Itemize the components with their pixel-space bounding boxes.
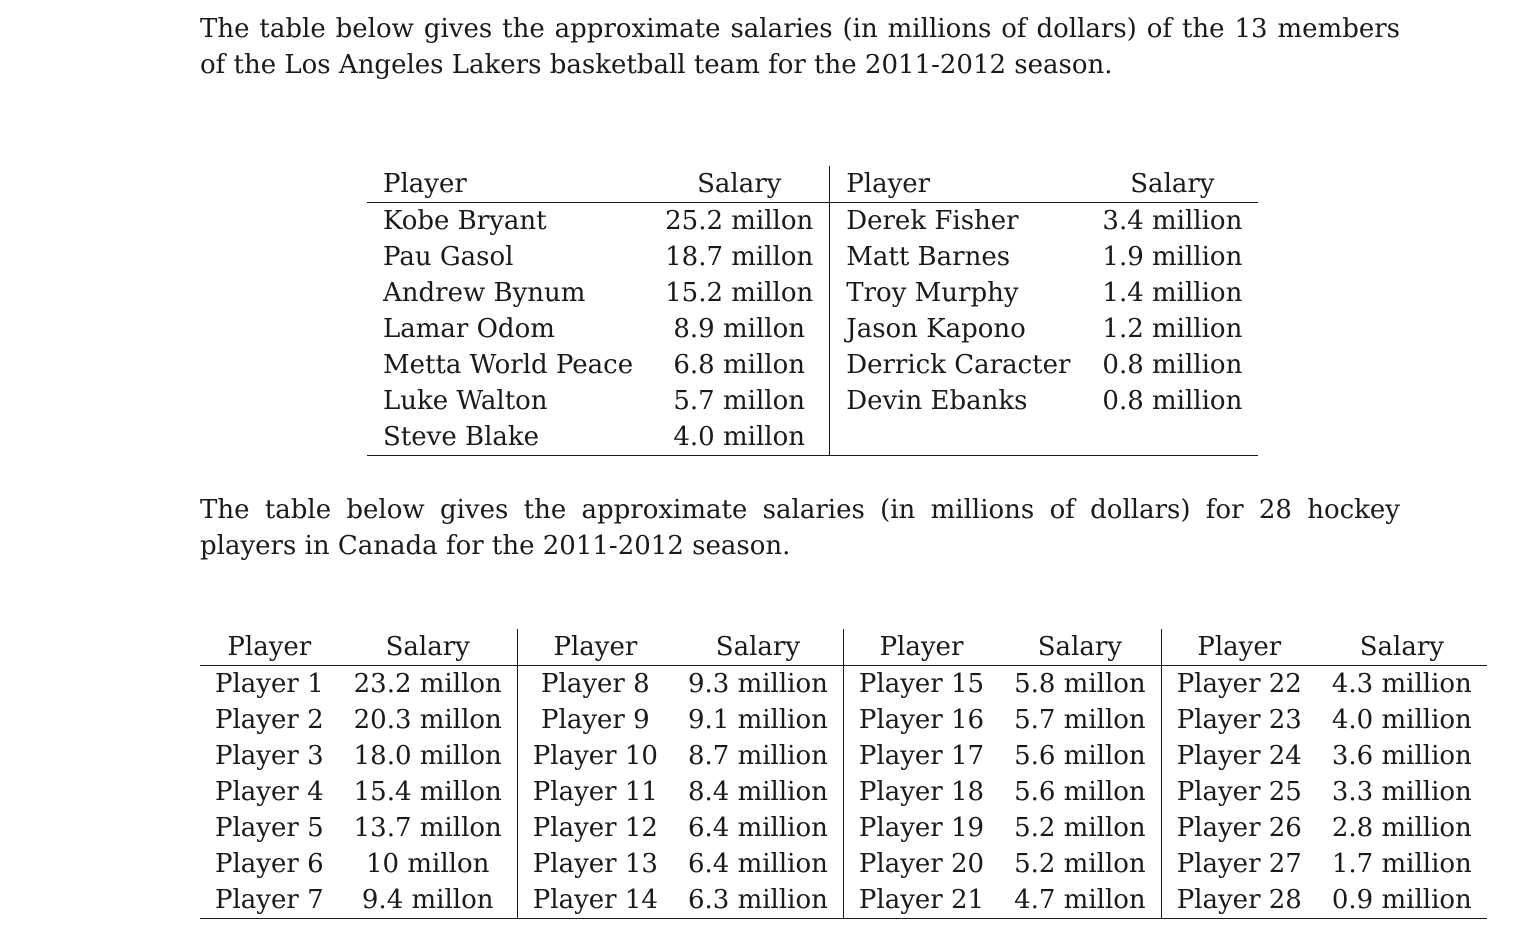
salary-cell: 1.7 million bbox=[1331, 849, 1472, 879]
player-name-cell: Player 27 bbox=[1161, 846, 1317, 882]
table-row bbox=[367, 203, 1258, 240]
player-name-cell: Player 14 bbox=[517, 882, 673, 919]
player-name-cell: Player 21 bbox=[843, 882, 999, 919]
salary-cell: 0.8 million bbox=[1102, 386, 1243, 416]
player-name-cell: Player 11 bbox=[517, 774, 673, 810]
salary-cell: 4.3 million bbox=[1331, 669, 1472, 699]
player-name-cell: Devin Ebanks bbox=[830, 383, 1087, 419]
player-name-cell: Metta World Peace bbox=[383, 350, 634, 380]
table-row bbox=[200, 666, 1487, 703]
salary-cell: 0.8 million bbox=[1102, 350, 1243, 380]
table-row bbox=[200, 702, 1487, 738]
player-name-cell: Player 7 bbox=[200, 882, 339, 919]
player-name-cell: Player 26 bbox=[1161, 810, 1317, 846]
salary-cell: 13.7 millon bbox=[353, 813, 502, 843]
player-name-cell: Player 19 bbox=[843, 810, 999, 846]
player-name-cell: Player 15 bbox=[843, 666, 999, 703]
salary-cell: 3.6 million bbox=[1331, 741, 1472, 771]
salary-cell: 8.7 million bbox=[687, 741, 828, 771]
player-name-cell: Kobe Bryant bbox=[383, 206, 547, 236]
table-row bbox=[367, 347, 1258, 383]
table-row bbox=[367, 275, 1258, 311]
player-name-cell: Player 2 bbox=[215, 705, 324, 735]
player-name-cell: Player 10 bbox=[517, 738, 673, 774]
table-row bbox=[367, 311, 1258, 347]
salary-cell: 8.4 million bbox=[687, 777, 828, 807]
player-name-cell: Player 13 bbox=[517, 846, 673, 882]
player-name-cell: Player 24 bbox=[1161, 738, 1317, 774]
player-name-cell: Jason Kapono bbox=[830, 311, 1087, 347]
salary-cell: 4.0 million bbox=[1331, 705, 1472, 735]
salary-cell: 0.9 million bbox=[1317, 882, 1487, 919]
column-header: Salary bbox=[999, 629, 1161, 666]
table-row bbox=[200, 882, 1487, 919]
player-name-cell: Player 3 bbox=[215, 741, 324, 771]
column-header: Salary bbox=[673, 629, 843, 666]
player-name-cell: Troy Murphy bbox=[830, 275, 1087, 311]
salary-cell: 9.1 million bbox=[687, 705, 828, 735]
player-name-cell: Player 9 bbox=[517, 702, 673, 738]
hockey-intro-paragraph: The table below gives the approximate salaries (in millions of dollars) for 28 hockey players in Canada for the 2011-2012 season. bbox=[200, 495, 1400, 561]
salary-cell: 5.6 millon bbox=[1014, 741, 1146, 771]
player-name-cell: Derek Fisher bbox=[830, 203, 1087, 240]
player-name-cell: Pau Gasol bbox=[383, 242, 514, 272]
salary-cell: 9.3 million bbox=[687, 669, 828, 699]
salary-cell bbox=[1086, 419, 1258, 456]
player-name-cell: Player 6 bbox=[215, 849, 324, 879]
salary-cell: 6.4 million bbox=[687, 849, 828, 879]
column-header: Salary bbox=[339, 629, 518, 666]
salary-cell: 6.3 million bbox=[673, 882, 843, 919]
column-header: Salary bbox=[1317, 629, 1487, 666]
player-name-cell: Steve Blake bbox=[367, 419, 649, 456]
player-name-cell: Player 16 bbox=[843, 702, 999, 738]
salary-cell: 25.2 millon bbox=[665, 206, 814, 236]
column-header: Player bbox=[1161, 629, 1317, 666]
player-name-cell: Player 5 bbox=[215, 813, 324, 843]
player-name-cell: Player 12 bbox=[517, 810, 673, 846]
player-name-cell: Player 18 bbox=[843, 774, 999, 810]
player-name-cell: Player 8 bbox=[517, 666, 673, 703]
salary-cell: 15.4 millon bbox=[353, 777, 502, 807]
column-header: Player bbox=[200, 629, 339, 666]
salary-cell: 6.4 million bbox=[687, 813, 828, 843]
salary-cell: 4.0 millon bbox=[649, 419, 830, 456]
column-header: Player bbox=[830, 166, 1087, 203]
player-name-cell: Derrick Caracter bbox=[830, 347, 1087, 383]
player-name-cell: Player 17 bbox=[843, 738, 999, 774]
table-header-row bbox=[367, 166, 1258, 203]
column-header: Salary bbox=[1086, 166, 1258, 203]
column-header: Player bbox=[843, 629, 999, 666]
player-name-cell: Player 20 bbox=[843, 846, 999, 882]
player-name-cell: Player 23 bbox=[1161, 702, 1317, 738]
column-header: Salary bbox=[649, 166, 830, 203]
salary-cell: 15.2 millon bbox=[665, 278, 814, 308]
player-name-cell: Luke Walton bbox=[383, 386, 548, 416]
player-name-cell: Player 22 bbox=[1161, 666, 1317, 703]
player-name-cell: Andrew Bynum bbox=[383, 278, 586, 308]
salary-cell: 23.2 millon bbox=[353, 669, 502, 699]
salary-cell: 8.9 millon bbox=[673, 314, 805, 344]
table-row bbox=[200, 774, 1487, 810]
salary-cell: 3.3 million bbox=[1331, 777, 1472, 807]
table-row bbox=[367, 239, 1258, 275]
table-header-row bbox=[200, 629, 1487, 666]
lakers-salary-table bbox=[367, 166, 1258, 456]
table-row bbox=[200, 846, 1487, 882]
lakers-intro-paragraph: The table below gives the approximate salaries (in millions of dollars) of the 13 members of the Los Angeles Lakers basketball team for the 2011-2012 season. bbox=[200, 14, 1400, 80]
player-name-cell: Player 1 bbox=[215, 669, 324, 699]
salary-cell: 1.2 million bbox=[1102, 314, 1243, 344]
salary-cell: 5.7 millon bbox=[673, 386, 805, 416]
player-name-cell: Matt Barnes bbox=[830, 239, 1087, 275]
salary-cell: 3.4 million bbox=[1102, 206, 1243, 236]
player-name-cell: Player 28 bbox=[1161, 882, 1317, 919]
column-header: Player bbox=[367, 166, 649, 203]
hockey-salary-table bbox=[200, 629, 1487, 919]
salary-cell: 2.8 million bbox=[1331, 813, 1472, 843]
salary-cell: 5.2 millon bbox=[1014, 813, 1146, 843]
player-name-cell bbox=[830, 419, 1087, 456]
salary-cell: 1.9 million bbox=[1102, 242, 1243, 272]
table-row bbox=[367, 419, 1258, 456]
table-row bbox=[200, 810, 1487, 846]
salary-cell: 6.8 millon bbox=[673, 350, 805, 380]
player-name-cell: Player 4 bbox=[215, 777, 324, 807]
salary-cell: 1.4 million bbox=[1102, 278, 1243, 308]
column-header: Player bbox=[517, 629, 673, 666]
salary-cell: 5.8 millon bbox=[1014, 669, 1146, 699]
salary-cell: 18.0 millon bbox=[353, 741, 502, 771]
salary-cell: 10 millon bbox=[366, 849, 490, 879]
salary-cell: 5.7 millon bbox=[1014, 705, 1146, 735]
salary-cell: 20.3 millon bbox=[353, 705, 502, 735]
table-row bbox=[200, 738, 1487, 774]
salary-cell: 9.4 millon bbox=[339, 882, 518, 919]
player-name-cell: Lamar Odom bbox=[383, 314, 555, 344]
table-row bbox=[367, 383, 1258, 419]
player-name-cell: Player 25 bbox=[1161, 774, 1317, 810]
salary-cell: 5.2 millon bbox=[1014, 849, 1146, 879]
salary-cell: 18.7 millon bbox=[665, 242, 814, 272]
salary-cell: 4.7 millon bbox=[999, 882, 1161, 919]
salary-cell: 5.6 millon bbox=[1014, 777, 1146, 807]
